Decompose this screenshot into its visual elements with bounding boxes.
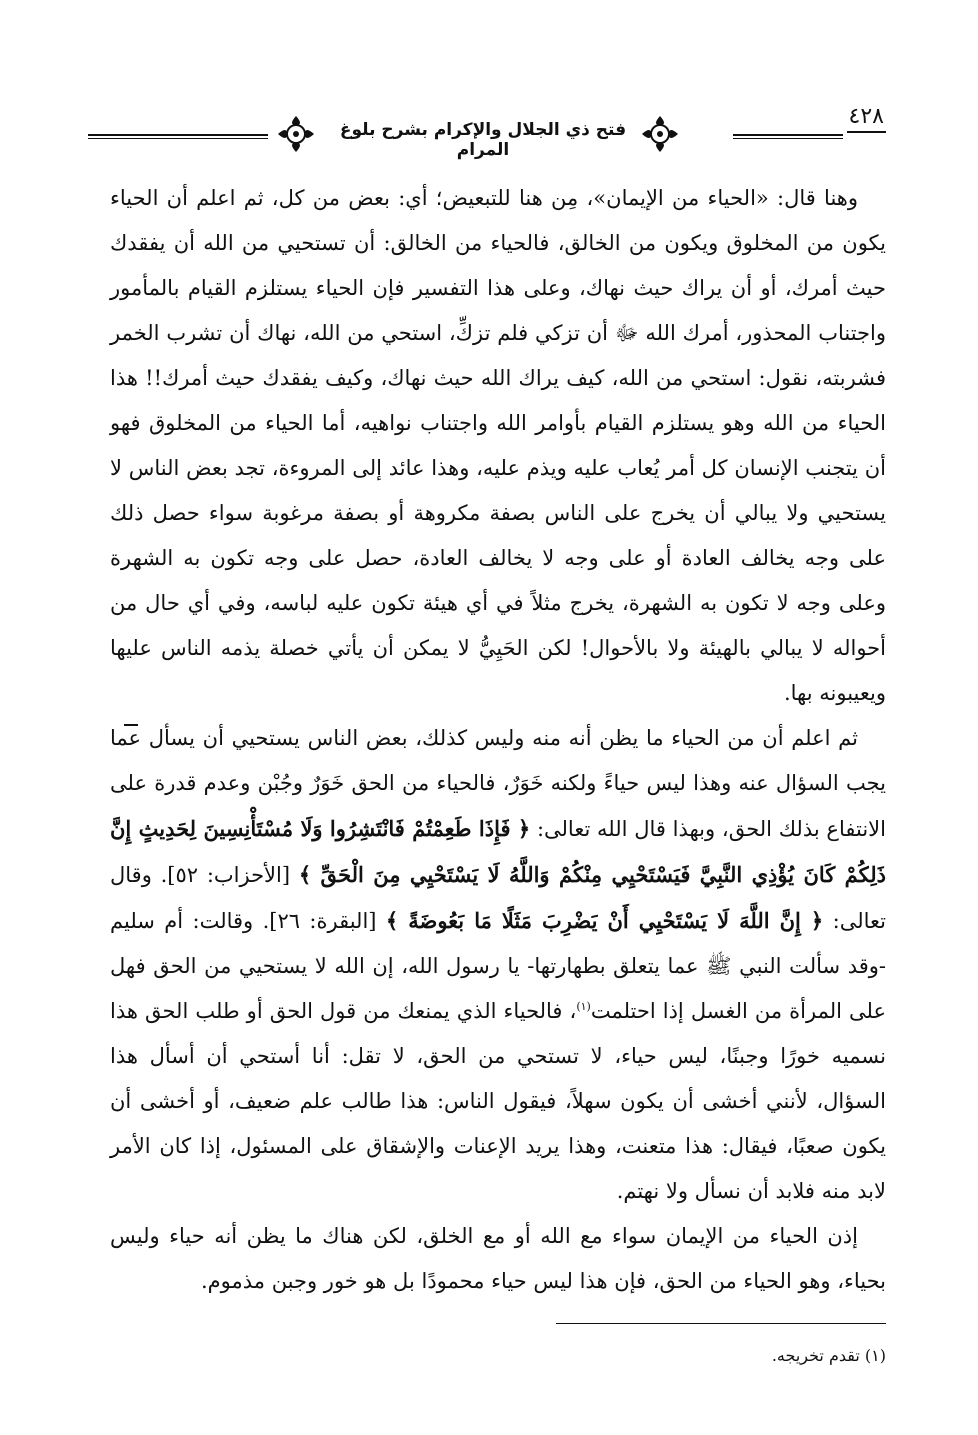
floral-ornament-icon — [274, 112, 318, 156]
verse-reference-2: [البقرة: ٢٦]. — [253, 909, 386, 933]
paragraph-2-part-b: وقال تعالى: — [110, 863, 886, 933]
header-rule-right — [733, 134, 843, 139]
footnote-marker[interactable]: (١) — [576, 1000, 591, 1013]
quran-verse-2: ﴿ إِنَّ اللَّهَ لَا يَسْتَحْيِي أَنْ يَضْرِبَ مَثَلًا مَا بَعُوضَةً ﴾ — [385, 908, 824, 933]
paragraph-2 — [110, 716, 886, 1214]
footnote-divider — [556, 1323, 886, 1324]
verse-reference-1: [الأحزاب: ٥٢]. — [151, 863, 299, 887]
paragraph-2-part-d: ، فالحياء الذي يمنعك من قول الحق أو طلب الحق هذا نسميه خورًا وجبنًا، ليس حياء، لا تستحي من الحق، لا تقل: أنا أستحي أن أسأل هذا السؤال، لأنني أخشى أن يكون سهلاً، فيقول الناس: هذا طالب علم ضعيف، أو أخشى أن يكون صعبًا، فيقال: هذا متعنت، وهذا يريد الإعنات والإشقاق على المسئول، إذا كان الأمر لابد منه فلابد أن نسأل ولا نهتم. — [110, 999, 886, 1203]
quran-verse-1: ﴿ فَإِذَا طَعِمْتُمْ فَانْتَشِرُوا وَلَا مُسْتَأْنِسِينَ لِحَدِيثٍ إِنَّ ذَلِكُمْ كَانَ يُؤْذِي النَّبِيَّ فَيَسْتَحْيِي مِنْكُمْ وَاللَّهُ لَا يَسْتَحْيِي مِنَ الْحَقِّ ﴾ — [110, 816, 887, 887]
paragraph-2-part-a: ثم اعلم أن من الحياء ما يظن أنه منه وليس كذلك، بعض الناس يستحيي أن يسأل عما يجب السؤال عنه وهذا ليس حياءً ولكنه خَوَرٌ، فالحياء من الحق خَوَرٌ وجُبْن وعدم قدرة على الانتفاع بذلك الحق، وبهذا قال الله تعالى: — [110, 726, 886, 841]
book-title: فتح ذي الجلال والإكرام بشرح بلوغ المرام — [339, 120, 627, 160]
paragraph-2-part-c: وقالت: أم سليم -وقد سألت النبي ﷺ عما يتعلق بطهارتها- يا رسول الله، إن الله لا يستحيي من الحق فهل على المرأة من الغسل إذا احتلمت — [110, 909, 886, 1023]
paragraph-3: إذن الحياء من الإيمان سواء مع الله أو مع الخلق، لكن هناك ما يظن أنه حياء وليس بحياء، وهو الحياء من الحق، فإن هذا ليس حياء محمودًا بل هو خور وجبن مذموم. — [110, 1224, 886, 1293]
footnote: (١) تقدم تخريجه. — [771, 1346, 886, 1365]
floral-ornament-icon — [638, 112, 682, 156]
margin-mark — [124, 724, 138, 726]
header-rule-left — [88, 134, 268, 139]
paragraph-1: وهنا قال: «الحياء من الإيمان»، مِن هنا للتبعيض؛ أي: بعض من كل، ثم اعلم أن الحياء يكون من المخلوق ويكون من الخالق، فالحياء من الخالق: أن تستحيي من الله أن يفقدك حيث أمرك، أو أن يراك حيث نهاك، وعلى هذا التفسير فإن الحياء يستلزم القيام بالمأمور واجتناب المحذور، أمرك الله ﷻ أن تزكي فلم تزكِّ، استحي من الله، نهاك أن تشرب الخمر فشربته، نقول: استحي من الله، كيف يراك الله حيث نهاك، وكيف يفقدك حيث أمرك!! هذا الحياء من الله وهو يستلزم القيام بأوامر الله واجتناب نواهيه، أما الحياء من المخلوق فهو أن يتجنب الإنسان كل أمر يُعاب عليه ويذم عليه، وهذا عائد إلى المروءة، تجد بعض الناس لا يستحيي ولا يبالي أن يخرج على الناس بصفة مكروهة أو بصفة مرغوبة سواء حصل ذلك على وجه يخالف العادة أو على وجه لا يخالف العادة، حصل على وجه تكون به الشهرة وعلى وجه لا تكون به الشهرة، يخرج مثلاً في أي هيئة تكون عليه لباسه، وفي أي حال من أحواله لا يبالي بالهيئة ولا بالأحوال! لكن الحَيِيُّ لا يمكن أن يأتي خصلة يذمه الناس عليها ويعيبونه بها. — [110, 186, 886, 705]
body-text — [110, 176, 886, 1304]
page-header — [88, 104, 886, 168]
page-number: ٤٢٨ — [847, 104, 886, 133]
